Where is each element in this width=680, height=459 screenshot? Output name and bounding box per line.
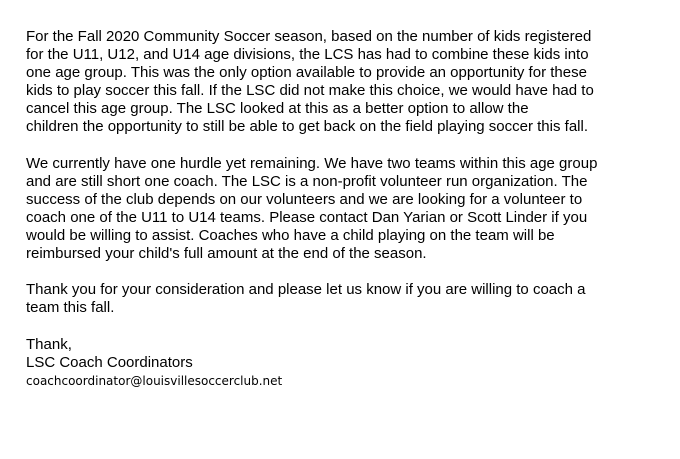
signature: LSC Coach Coordinators (26, 353, 193, 371)
contact-email: coachcoordinator@louisvillesoccerclub.net (26, 373, 283, 388)
text-line: We currently have one hurdle yet remaining. We have two teams within this age group (26, 154, 598, 172)
paragraph-thank-you (26, 281, 676, 317)
text-line: kids to play soccer this fall. If the LSC did not make this choice, we would have had to (26, 82, 594, 100)
text-line: one age group. This was the only option available to provide an opportunity for these (26, 64, 587, 82)
text-line: For the Fall 2020 Community Soccer season, based on the number of kids registered (26, 28, 592, 45)
text-line: Thank you for your consideration and please let us know if you are willing to coach a (26, 281, 586, 299)
text-line: and are still short one coach. The LSC is a non-profit volunteer run organization. The (26, 172, 588, 190)
text-line: success of the club depends on our volunteers and we are looking for a volunteer to (26, 190, 583, 208)
salutation: Thank, (26, 335, 72, 353)
text-line: would be willing to assist. Coaches who have a child playing on the team will be (26, 227, 555, 245)
text-line: for the U11, U12, and U14 age divisions, the LCS has had to combine these kids into (26, 46, 589, 64)
text-line: cancel this age group. The LSC looked at this as a better option to allow the (26, 100, 529, 118)
text-line: team this fall. (26, 299, 115, 317)
paragraph-coach-request (26, 155, 676, 264)
text-line: coach one of the U11 to U14 teams. Please contact Dan Yarian or Scott Linder if you (26, 208, 588, 226)
letter-closing (26, 336, 676, 389)
text-line: children the opportunity to still be able to get back on the field playing soccer this fall. (26, 118, 588, 136)
letter-body (26, 28, 676, 389)
text-line: reimbursed your child's full amount at the end of the season. (26, 245, 427, 263)
paragraph-season-combination (26, 28, 676, 137)
